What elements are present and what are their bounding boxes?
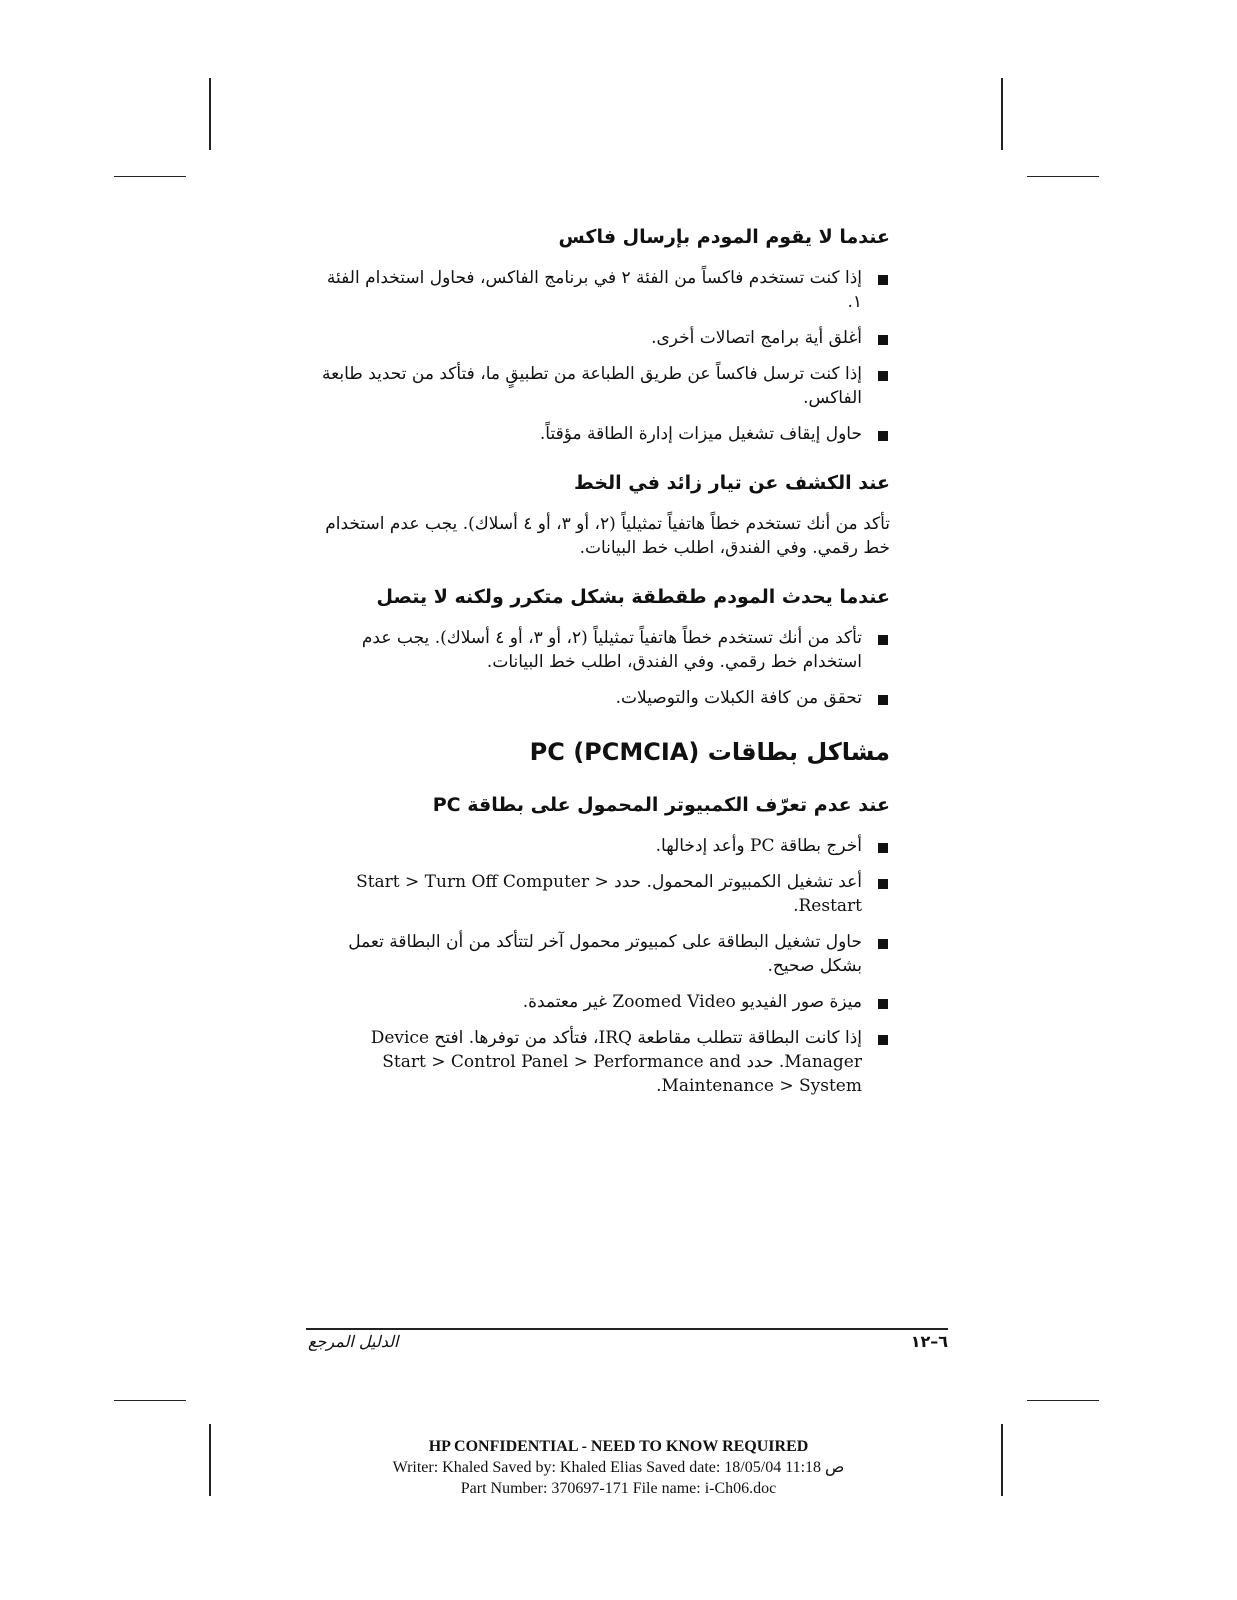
fax-list: [318, 266, 890, 446]
bullet-icon: [878, 999, 888, 1009]
crop-mark: [1027, 176, 1099, 177]
bullet-icon: [878, 843, 888, 853]
bullet-icon: [878, 1035, 888, 1045]
pccard-subheading: عند عدم تعرّف الكمبيوتر المحمول على بطاقة PC: [432, 794, 890, 816]
crop-mark: [114, 176, 186, 177]
confidential-notice: HP CONFIDENTIAL - NEED TO KNOW REQUIRED: [428, 1438, 809, 1455]
bullet-icon: [878, 695, 888, 705]
footer-divider: [306, 1328, 948, 1330]
list-item: أخرج بطاقة PC وأعد إدخالها.: [318, 834, 890, 858]
writer-info: Writer: Khaled Saved by: Khaled Elias Saved date: 18/05/04 11:18 ص: [392, 1459, 845, 1476]
crop-mark: [1027, 1400, 1099, 1401]
pccard-heading: مشاكل بطاقات PC (PCMCIA): [529, 738, 890, 766]
list-item: ميزة صور الفيديو Zoomed Video غير معتمدة.: [318, 990, 890, 1014]
crop-mark: [209, 78, 211, 150]
file-info: Part Number: 370697-171 File name: i-Ch06.doc: [460, 1480, 777, 1497]
page-content: [318, 222, 890, 1110]
bullet-icon: [878, 939, 888, 949]
list-item: تحقق من كافة الكبلات والتوصيلات.: [318, 686, 890, 710]
bullet-icon: [878, 335, 888, 345]
clicking-heading: عندما يحدث المودم طقطقة بشكل متكرر ولكنه لا يتصل: [376, 586, 890, 608]
confidential-block: [0, 1436, 1237, 1499]
list-item: إذا كانت البطاقة تتطلب مقاطعة IRQ، فتأكد من توفرها. افتح Device Manager. حدد Start > Control Panel > Performance and Maintenance > System.: [318, 1026, 890, 1098]
clicking-list: [318, 626, 890, 710]
list-item: حاول تشغيل البطاقة على كمبيوتر محمول آخر لتتأكد من أن البطاقة تعمل بشكل صحيح.: [318, 930, 890, 978]
list-item: أعد تشغيل الكمبيوتر المحمول. حدد Start > Turn Off Computer > Restart.: [318, 870, 890, 918]
pccard-list: [318, 834, 890, 1098]
list-item: تأكد من أنك تستخدم خطاً هاتفياً تمثيلياً (٢، أو ٣، أو ٤ أسلاك). يجب عدم استخدام خط رقمي. وفي الفندق، اطلب خط البيانات.: [318, 626, 890, 674]
list-item: إذا كنت ترسل فاكساً عن طريق الطباعة من تطبيقٍ ما، فتأكد من تحديد طابعة الفاكس.: [318, 362, 890, 410]
guide-title: الدليل المرجع: [308, 1332, 399, 1351]
fax-heading: عندما لا يقوم المودم بإرسال فاكس: [558, 226, 890, 248]
bullet-icon: [878, 879, 888, 889]
list-item: إذا كنت تستخدم فاكساً من الفئة ٢ في برنامج الفاكس، فحاول استخدام الفئة ١.: [318, 266, 890, 314]
crop-mark: [1001, 78, 1003, 150]
list-item: أغلق أية برامج اتصالات أخرى.: [318, 326, 890, 350]
overcurrent-paragraph: تأكد من أنك تستخدم خطاً هاتفياً تمثيلياً (٢، أو ٣، أو ٤ أسلاك). يجب عدم استخدام خط رقمي. وفي الفندق، اطلب خط البيانات.: [325, 514, 890, 558]
page-number: ٦–١٢: [910, 1332, 948, 1351]
overcurrent-heading: عند الكشف عن تيار زائد في الخط: [573, 472, 890, 494]
bullet-icon: [878, 635, 888, 645]
bullet-icon: [878, 431, 888, 441]
bullet-icon: [878, 275, 888, 285]
bullet-icon: [878, 371, 888, 381]
list-item: حاول إيقاف تشغيل ميزات إدارة الطاقة مؤقتاً.: [318, 422, 890, 446]
crop-mark: [114, 1400, 186, 1401]
